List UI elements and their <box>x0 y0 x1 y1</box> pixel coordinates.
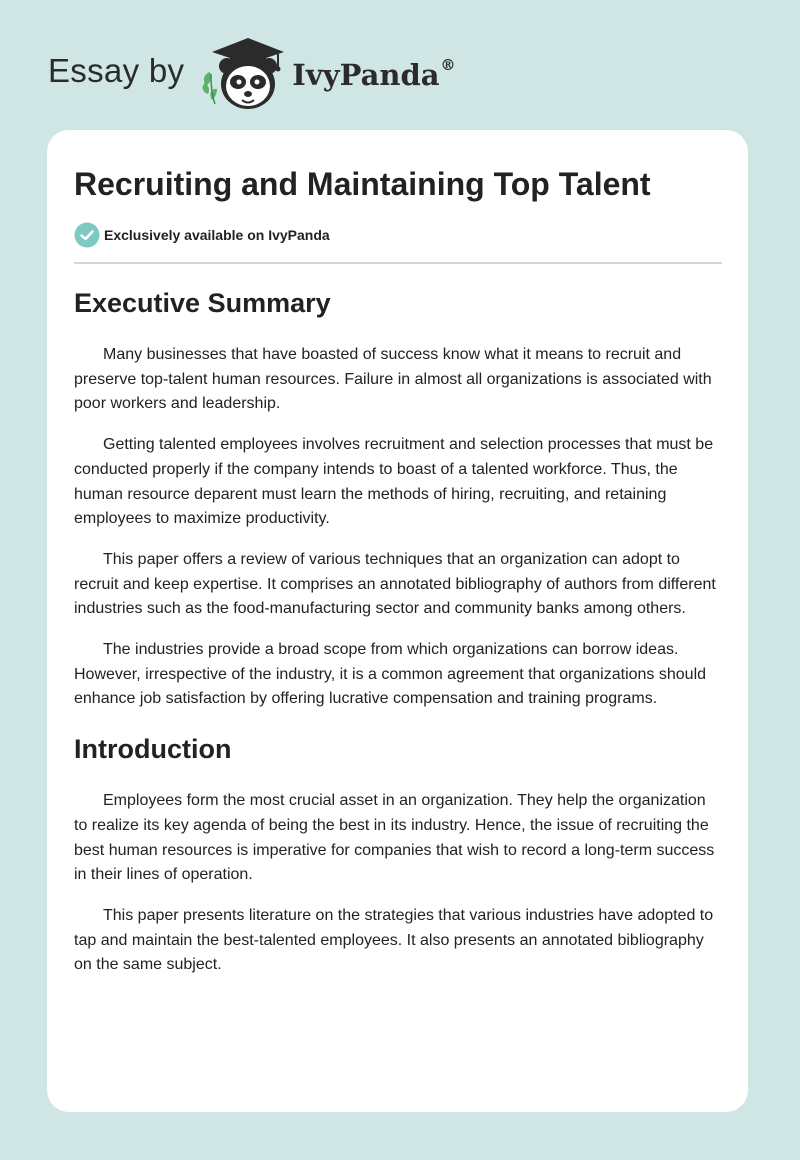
paragraph: Employees form the most crucial asset in an organization. They help the organization to realize its key agenda of being the best in its industry. Hence, the issue of recruiting the best human resources is imperative for companies that wish to record a long-term success in their lines of operation. <box>74 792 715 884</box>
paragraph: This paper offers a review of various techniques that an organization can adopt to recruit and keep expertise. It comprises an annotated bibliography of authors from different industries such as the food-manufacturing sector and community banks among others. <box>74 550 716 618</box>
exclusive-badge <box>74 222 722 248</box>
page-title: Recruiting and Maintaining Top Talent <box>74 166 651 202</box>
exclusive-badge-text: Exclusively available on IvyPanda <box>104 227 330 243</box>
paragraph: The industries provide a broad scope from which organizations can borrow ideas. However, irrespective of the industry, it is a common agreement that organizations should enhance job satisfaction by offering lucrative compensation and training programs. <box>74 641 707 708</box>
essay-card <box>47 130 748 1112</box>
check-circle-icon <box>74 222 100 248</box>
essay-by-label: Essay by <box>48 52 185 89</box>
paragraph: Getting talented employees involves recruitment and selection processes that must be conducted properly if the company intends to boast of a talented workforce. Thus, the human resource deparent must learn the methods of hiring, recruiting, and retaining employees to maximize productivity. <box>74 436 714 528</box>
paragraph: This paper presents literature on the strategies that various industries have adopted to tap and maintain the best-talented employees. It also presents an annotated bibliography on the same subject. <box>74 906 714 974</box>
site-header <box>48 34 456 114</box>
title-divider <box>74 262 722 264</box>
paragraph: Many businesses that have boasted of success know what it means to recruit and preserve top-talent human resources. Failure in almost all organizations is associated with poor workers and leadership. <box>74 346 712 413</box>
brand-name-text: IvyPanda <box>292 58 440 92</box>
registered-mark: ® <box>440 56 456 74</box>
panda-graduate-icon[interactable] <box>198 34 288 114</box>
section-heading-introduction: Introduction <box>74 734 232 765</box>
brand-name[interactable] <box>292 58 455 92</box>
section-heading-executive-summary: Executive Summary <box>74 288 331 318</box>
